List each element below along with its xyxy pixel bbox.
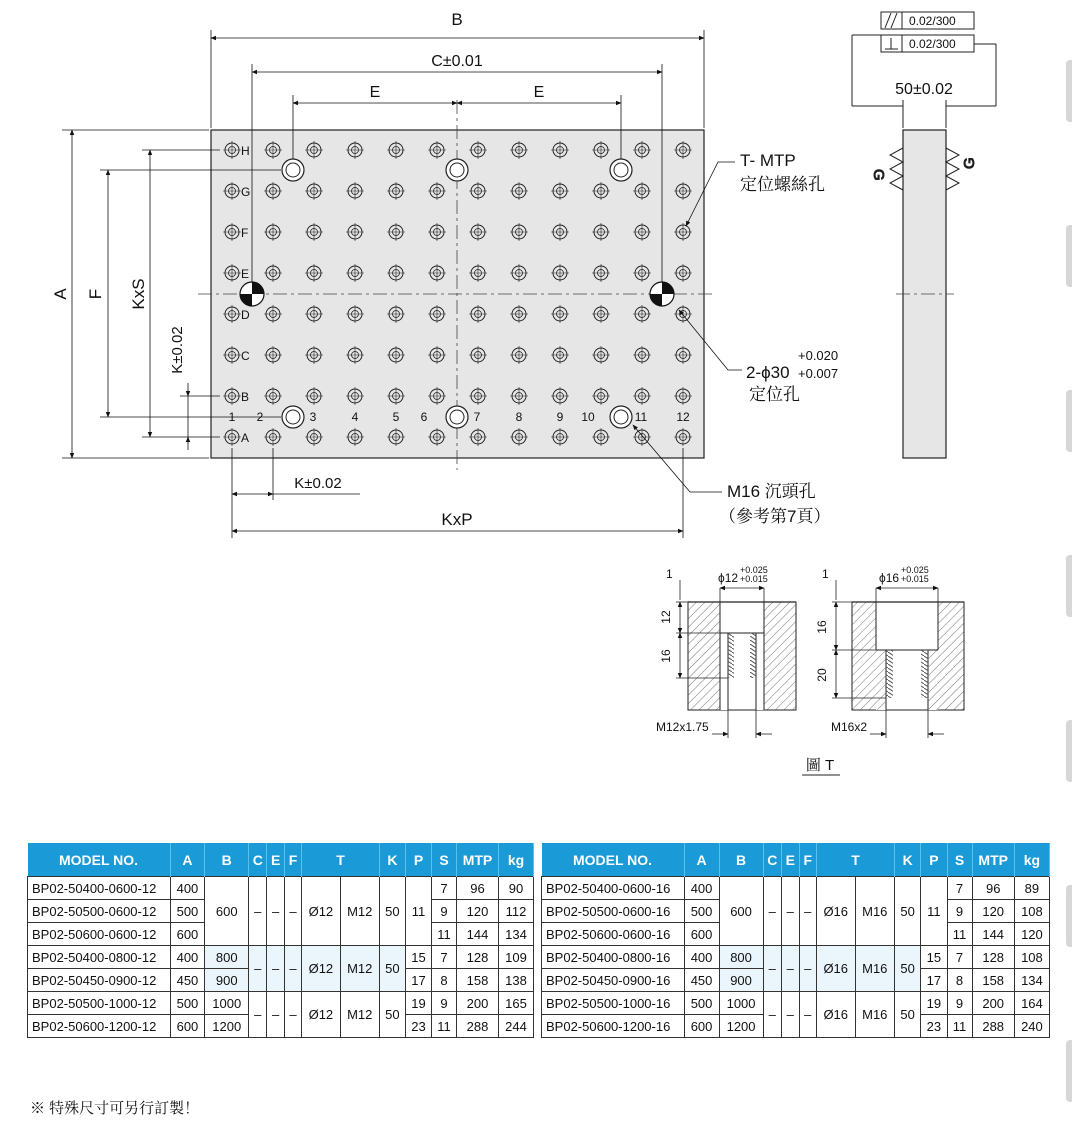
- table-cell: –: [267, 992, 284, 1038]
- table-cell: 120: [1014, 923, 1049, 946]
- table-cell: 50: [895, 992, 921, 1038]
- table-cell: –: [249, 877, 267, 946]
- side-tab-marker: [1066, 390, 1072, 452]
- table-cell: Ø12: [302, 946, 340, 992]
- figure-t-caption: 圖 T: [805, 757, 835, 774]
- table-cell: Ø16: [816, 946, 855, 992]
- column-number: 4: [351, 410, 359, 424]
- counterbore-hole: [610, 159, 632, 181]
- table-cell: 900: [719, 969, 763, 992]
- table-cell: 11: [947, 923, 972, 946]
- table-cell: 900: [205, 969, 249, 992]
- dim-a-label: A: [51, 288, 70, 300]
- table-cell: 11: [947, 1015, 972, 1038]
- table-cell: 1000: [205, 992, 249, 1015]
- table-cell: 450: [170, 969, 205, 992]
- table-cell: 800: [205, 946, 249, 969]
- model-cell: BP02-50400-0600-12: [28, 877, 171, 900]
- table-cell: 288: [456, 1015, 498, 1038]
- side-tab-marker: [1066, 60, 1072, 122]
- table-cell: M12: [340, 992, 379, 1038]
- callout-pin-main: 2-ϕ30: [746, 363, 790, 382]
- table-cell: 17: [921, 969, 947, 992]
- model-cell: BP02-50450-0900-16: [542, 969, 685, 992]
- table-cell: M16: [855, 877, 894, 946]
- table-cell: 89: [1014, 877, 1049, 900]
- table-cell: 9: [947, 992, 972, 1015]
- table-cell: 200: [456, 992, 498, 1015]
- model-cell: BP02-50500-1000-16: [542, 992, 685, 1015]
- table-cell: 134: [1014, 969, 1049, 992]
- grind-mark-right: G: [961, 157, 978, 169]
- col-header-mtp: MTP: [972, 843, 1014, 877]
- dim-k-vertical-label: K±0.02: [169, 326, 186, 374]
- col-header-b: B: [205, 843, 249, 877]
- left-top-dim: 1: [666, 567, 673, 581]
- left-diameter: ϕ12: [718, 571, 739, 585]
- table-cell: 134: [498, 923, 533, 946]
- dim-kxs-label: KxS: [129, 278, 148, 310]
- table-row: [542, 992, 1050, 1015]
- callout-pin-line2: 定位孔: [749, 385, 800, 404]
- parallelism-value: 0.02/300: [909, 14, 956, 28]
- table-cell: 500: [684, 992, 719, 1015]
- locating-hole-right: [650, 282, 674, 306]
- table-cell: Ø12: [302, 877, 340, 946]
- table-cell: 600: [684, 923, 719, 946]
- table-cell: 500: [170, 900, 205, 923]
- side-view: [852, 12, 996, 458]
- table-cell: 90: [498, 877, 533, 900]
- table-cell: 400: [170, 877, 205, 900]
- col-header-s: S: [947, 843, 972, 877]
- table-cell: 19: [405, 992, 431, 1015]
- callout-pin-lower-tol: +0.007: [798, 366, 839, 381]
- table-cell: 15: [921, 946, 947, 969]
- column-number: 5: [392, 410, 400, 424]
- table-cell: 400: [170, 946, 205, 969]
- model-cell: BP02-50450-0900-12: [28, 969, 171, 992]
- table-cell: –: [249, 946, 267, 992]
- table-cell: 50: [379, 946, 405, 992]
- row-letter: B: [241, 390, 250, 404]
- table-cell: 600: [205, 877, 249, 946]
- table-cell: –: [763, 992, 781, 1038]
- table-cell: 240: [1014, 1015, 1049, 1038]
- callouts: [719, 151, 838, 526]
- section-m12: [656, 565, 796, 738]
- side-tab-marker: [1066, 720, 1072, 782]
- right-thread-spec: M16x2: [831, 720, 868, 734]
- col-header-e: E: [782, 843, 800, 877]
- section-m16: [815, 565, 964, 738]
- col-header-kg: kg: [498, 843, 533, 877]
- column-number: 8: [515, 410, 523, 424]
- column-number: 2: [256, 410, 264, 424]
- side-tab-marker: [1066, 225, 1072, 287]
- dim-b-label: B: [451, 10, 463, 29]
- table-cell: –: [249, 992, 267, 1038]
- table-cell: 9: [432, 900, 457, 923]
- col-header-f: F: [284, 843, 301, 877]
- table-cell: 9: [947, 900, 972, 923]
- column-number: 12: [676, 410, 690, 424]
- thickness-label: 50±0.02: [895, 81, 953, 98]
- model-cell: BP02-50400-0800-16: [542, 946, 685, 969]
- table-cell: –: [763, 877, 781, 946]
- table-cell: 50: [895, 946, 921, 992]
- table-cell: 15: [405, 946, 431, 969]
- table-cell: 50: [895, 877, 921, 946]
- col-header-e: E: [267, 843, 284, 877]
- left-tol-lower: +0.015: [740, 574, 768, 584]
- dim-k-horizontal-label: K±0.02: [294, 475, 342, 492]
- model-cell: BP02-50500-1000-12: [28, 992, 171, 1015]
- model-cell: BP02-50600-0600-12: [28, 923, 171, 946]
- table-cell: 50: [379, 877, 405, 946]
- right-depth1: 16: [815, 620, 829, 634]
- table-cell: 144: [456, 923, 498, 946]
- row-letter: G: [241, 185, 251, 199]
- col-header-mtp: MTP: [456, 843, 498, 877]
- table-cell: M16: [855, 992, 894, 1038]
- col-header-f: F: [799, 843, 816, 877]
- table-row: [542, 877, 1050, 900]
- left-tol-upper: +0.025: [740, 565, 768, 575]
- dim-c-label: C±0.01: [431, 53, 483, 70]
- table-cell: 11: [432, 1015, 457, 1038]
- table-cell: –: [782, 992, 800, 1038]
- table-cell: 244: [498, 1015, 533, 1038]
- callout-tmtp-line2: 定位螺絲孔: [740, 175, 825, 194]
- table-cell: –: [799, 877, 816, 946]
- table-cell: –: [284, 877, 301, 946]
- table-cell: 400: [684, 877, 719, 900]
- table-cell: 11: [921, 877, 947, 946]
- table-cell: 165: [498, 992, 533, 1015]
- table-cell: –: [782, 946, 800, 992]
- table-cell: –: [267, 946, 284, 992]
- grind-symbol-right: [946, 148, 978, 190]
- table-cell: 96: [456, 877, 498, 900]
- table-cell: 600: [684, 1015, 719, 1038]
- table-cell: 500: [170, 992, 205, 1015]
- col-header-s: S: [432, 843, 457, 877]
- table-cell: 7: [432, 877, 457, 900]
- table-cell: 128: [456, 946, 498, 969]
- right-depth2: 20: [815, 668, 829, 682]
- table-cell: 158: [456, 969, 498, 992]
- right-tol-lower: +0.015: [901, 574, 929, 584]
- table-cell: 112: [498, 900, 533, 923]
- table-cell: 1200: [719, 1015, 763, 1038]
- row-letter: A: [241, 431, 250, 445]
- col-header-b: B: [719, 843, 763, 877]
- table-cell: 600: [719, 877, 763, 946]
- table-cell: 120: [972, 900, 1014, 923]
- callout-m16-line1: M16 沉頭孔: [727, 482, 816, 501]
- counterbore-hole: [446, 406, 468, 428]
- table-cell: Ø16: [816, 992, 855, 1038]
- table-cell: –: [284, 946, 301, 992]
- col-header-t: T: [816, 843, 894, 877]
- col-header-model: MODEL NO.: [542, 843, 685, 877]
- right-tol-upper: +0.025: [901, 565, 929, 575]
- col-header-a: A: [684, 843, 719, 877]
- spec-table-m16: [541, 843, 1050, 1038]
- left-depth1: 12: [659, 610, 673, 624]
- col-header-kg: kg: [1014, 843, 1049, 877]
- dim-e-label-right: E: [533, 84, 545, 101]
- col-header-a: A: [170, 843, 205, 877]
- table-cell: 450: [684, 969, 719, 992]
- table-cell: 8: [947, 969, 972, 992]
- table-cell: 17: [405, 969, 431, 992]
- table-row: [28, 992, 534, 1015]
- table-cell: 1000: [719, 992, 763, 1015]
- table-cell: 200: [972, 992, 1014, 1015]
- counterbore-hole: [282, 406, 304, 428]
- column-number: 1: [228, 410, 236, 424]
- table-cell: 158: [972, 969, 1014, 992]
- dim-kxp-label: KxP: [441, 510, 473, 529]
- table-cell: 19: [921, 992, 947, 1015]
- table-cell: 400: [684, 946, 719, 969]
- row-letter: D: [241, 308, 250, 322]
- table-cell: 800: [719, 946, 763, 969]
- table-cell: M16: [855, 946, 894, 992]
- model-cell: BP02-50600-1200-16: [542, 1015, 685, 1038]
- locating-hole-left: [240, 282, 264, 306]
- table-cell: 108: [1014, 946, 1049, 969]
- table-header-row: [28, 843, 534, 877]
- table-cell: 1200: [205, 1015, 249, 1038]
- grind-symbol-left: [870, 148, 903, 190]
- table-row: [28, 877, 534, 900]
- counterbore-hole: [446, 159, 468, 181]
- table-cell: M12: [340, 877, 379, 946]
- table-row: [542, 946, 1050, 969]
- table-cell: 96: [972, 877, 1014, 900]
- table-cell: M12: [340, 946, 379, 992]
- table-header-row: [542, 843, 1050, 877]
- left-depth2: 16: [659, 649, 673, 663]
- table-cell: 7: [947, 946, 972, 969]
- model-cell: BP02-50600-0600-16: [542, 923, 685, 946]
- table-cell: 120: [456, 900, 498, 923]
- model-cell: BP02-50400-0600-16: [542, 877, 685, 900]
- table-cell: 128: [972, 946, 1014, 969]
- callout-tmtp-line1: T- MTP: [740, 151, 796, 170]
- side-tab-marker: [1066, 1040, 1072, 1102]
- column-number: 11: [634, 410, 648, 424]
- callout-pin-upper-tol: +0.020: [798, 348, 839, 363]
- right-diameter: ϕ16: [879, 571, 900, 585]
- row-letter: C: [241, 349, 250, 363]
- model-cell: BP02-50500-0600-16: [542, 900, 685, 923]
- table-cell: 288: [972, 1015, 1014, 1038]
- table-cell: 600: [170, 1015, 205, 1038]
- counterbore-hole: [282, 159, 304, 181]
- column-number: 6: [420, 410, 428, 424]
- side-tab-marker: [1066, 885, 1072, 947]
- table-cell: 9: [432, 992, 457, 1015]
- column-number: 9: [556, 410, 564, 424]
- model-cell: BP02-50400-0800-12: [28, 946, 171, 969]
- counterbore-hole: [610, 406, 632, 428]
- grind-mark-left: G: [870, 169, 887, 181]
- table-cell: 11: [405, 877, 431, 946]
- table-cell: –: [267, 877, 284, 946]
- col-header-k: K: [379, 843, 405, 877]
- table-cell: 23: [921, 1015, 947, 1038]
- side-tab-marker: [1066, 555, 1072, 617]
- table-cell: –: [763, 946, 781, 992]
- callout-m16-line2: （參考第7頁）: [719, 507, 831, 526]
- table-cell: 500: [684, 900, 719, 923]
- col-header-c: C: [249, 843, 267, 877]
- table-cell: –: [799, 992, 816, 1038]
- figure-t: [656, 565, 964, 775]
- dim-f-label: F: [86, 288, 105, 300]
- row-letter: H: [241, 144, 250, 158]
- col-header-t: T: [302, 843, 380, 877]
- table-cell: 164: [1014, 992, 1049, 1015]
- left-thread-spec: M12x1.75: [656, 720, 709, 734]
- table-cell: 8: [432, 969, 457, 992]
- table-cell: –: [284, 992, 301, 1038]
- right-top-dim: 1: [822, 567, 829, 581]
- table-cell: 11: [432, 923, 457, 946]
- perpendicularity-value: 0.02/300: [909, 37, 956, 51]
- table-cell: Ø16: [816, 877, 855, 946]
- table-cell: –: [782, 877, 800, 946]
- table-cell: 50: [379, 992, 405, 1038]
- row-letter: F: [241, 226, 249, 240]
- col-header-c: C: [763, 843, 781, 877]
- table-cell: 144: [972, 923, 1014, 946]
- table-cell: 138: [498, 969, 533, 992]
- custom-size-note: ※ 特殊尺寸可另行訂製！: [30, 1100, 200, 1117]
- spec-table-m12: [27, 843, 534, 1038]
- col-header-p: P: [921, 843, 947, 877]
- table-cell: 23: [405, 1015, 431, 1038]
- col-header-k: K: [895, 843, 921, 877]
- table-cell: 600: [170, 923, 205, 946]
- model-cell: BP02-50500-0600-12: [28, 900, 171, 923]
- table-cell: –: [799, 946, 816, 992]
- row-letter: E: [241, 267, 250, 281]
- col-header-model: MODEL NO.: [28, 843, 171, 877]
- column-number: 7: [473, 410, 481, 424]
- table-cell: 108: [1014, 900, 1049, 923]
- dim-e-label-left: E: [369, 84, 381, 101]
- model-cell: BP02-50600-1200-12: [28, 1015, 171, 1038]
- table-cell: 7: [432, 946, 457, 969]
- column-number: 3: [309, 410, 317, 424]
- column-number: 10: [581, 410, 595, 424]
- table-cell: 109: [498, 946, 533, 969]
- table-cell: Ø12: [302, 992, 340, 1038]
- table-cell: 7: [947, 877, 972, 900]
- col-header-p: P: [405, 843, 431, 877]
- table-row: [28, 946, 534, 969]
